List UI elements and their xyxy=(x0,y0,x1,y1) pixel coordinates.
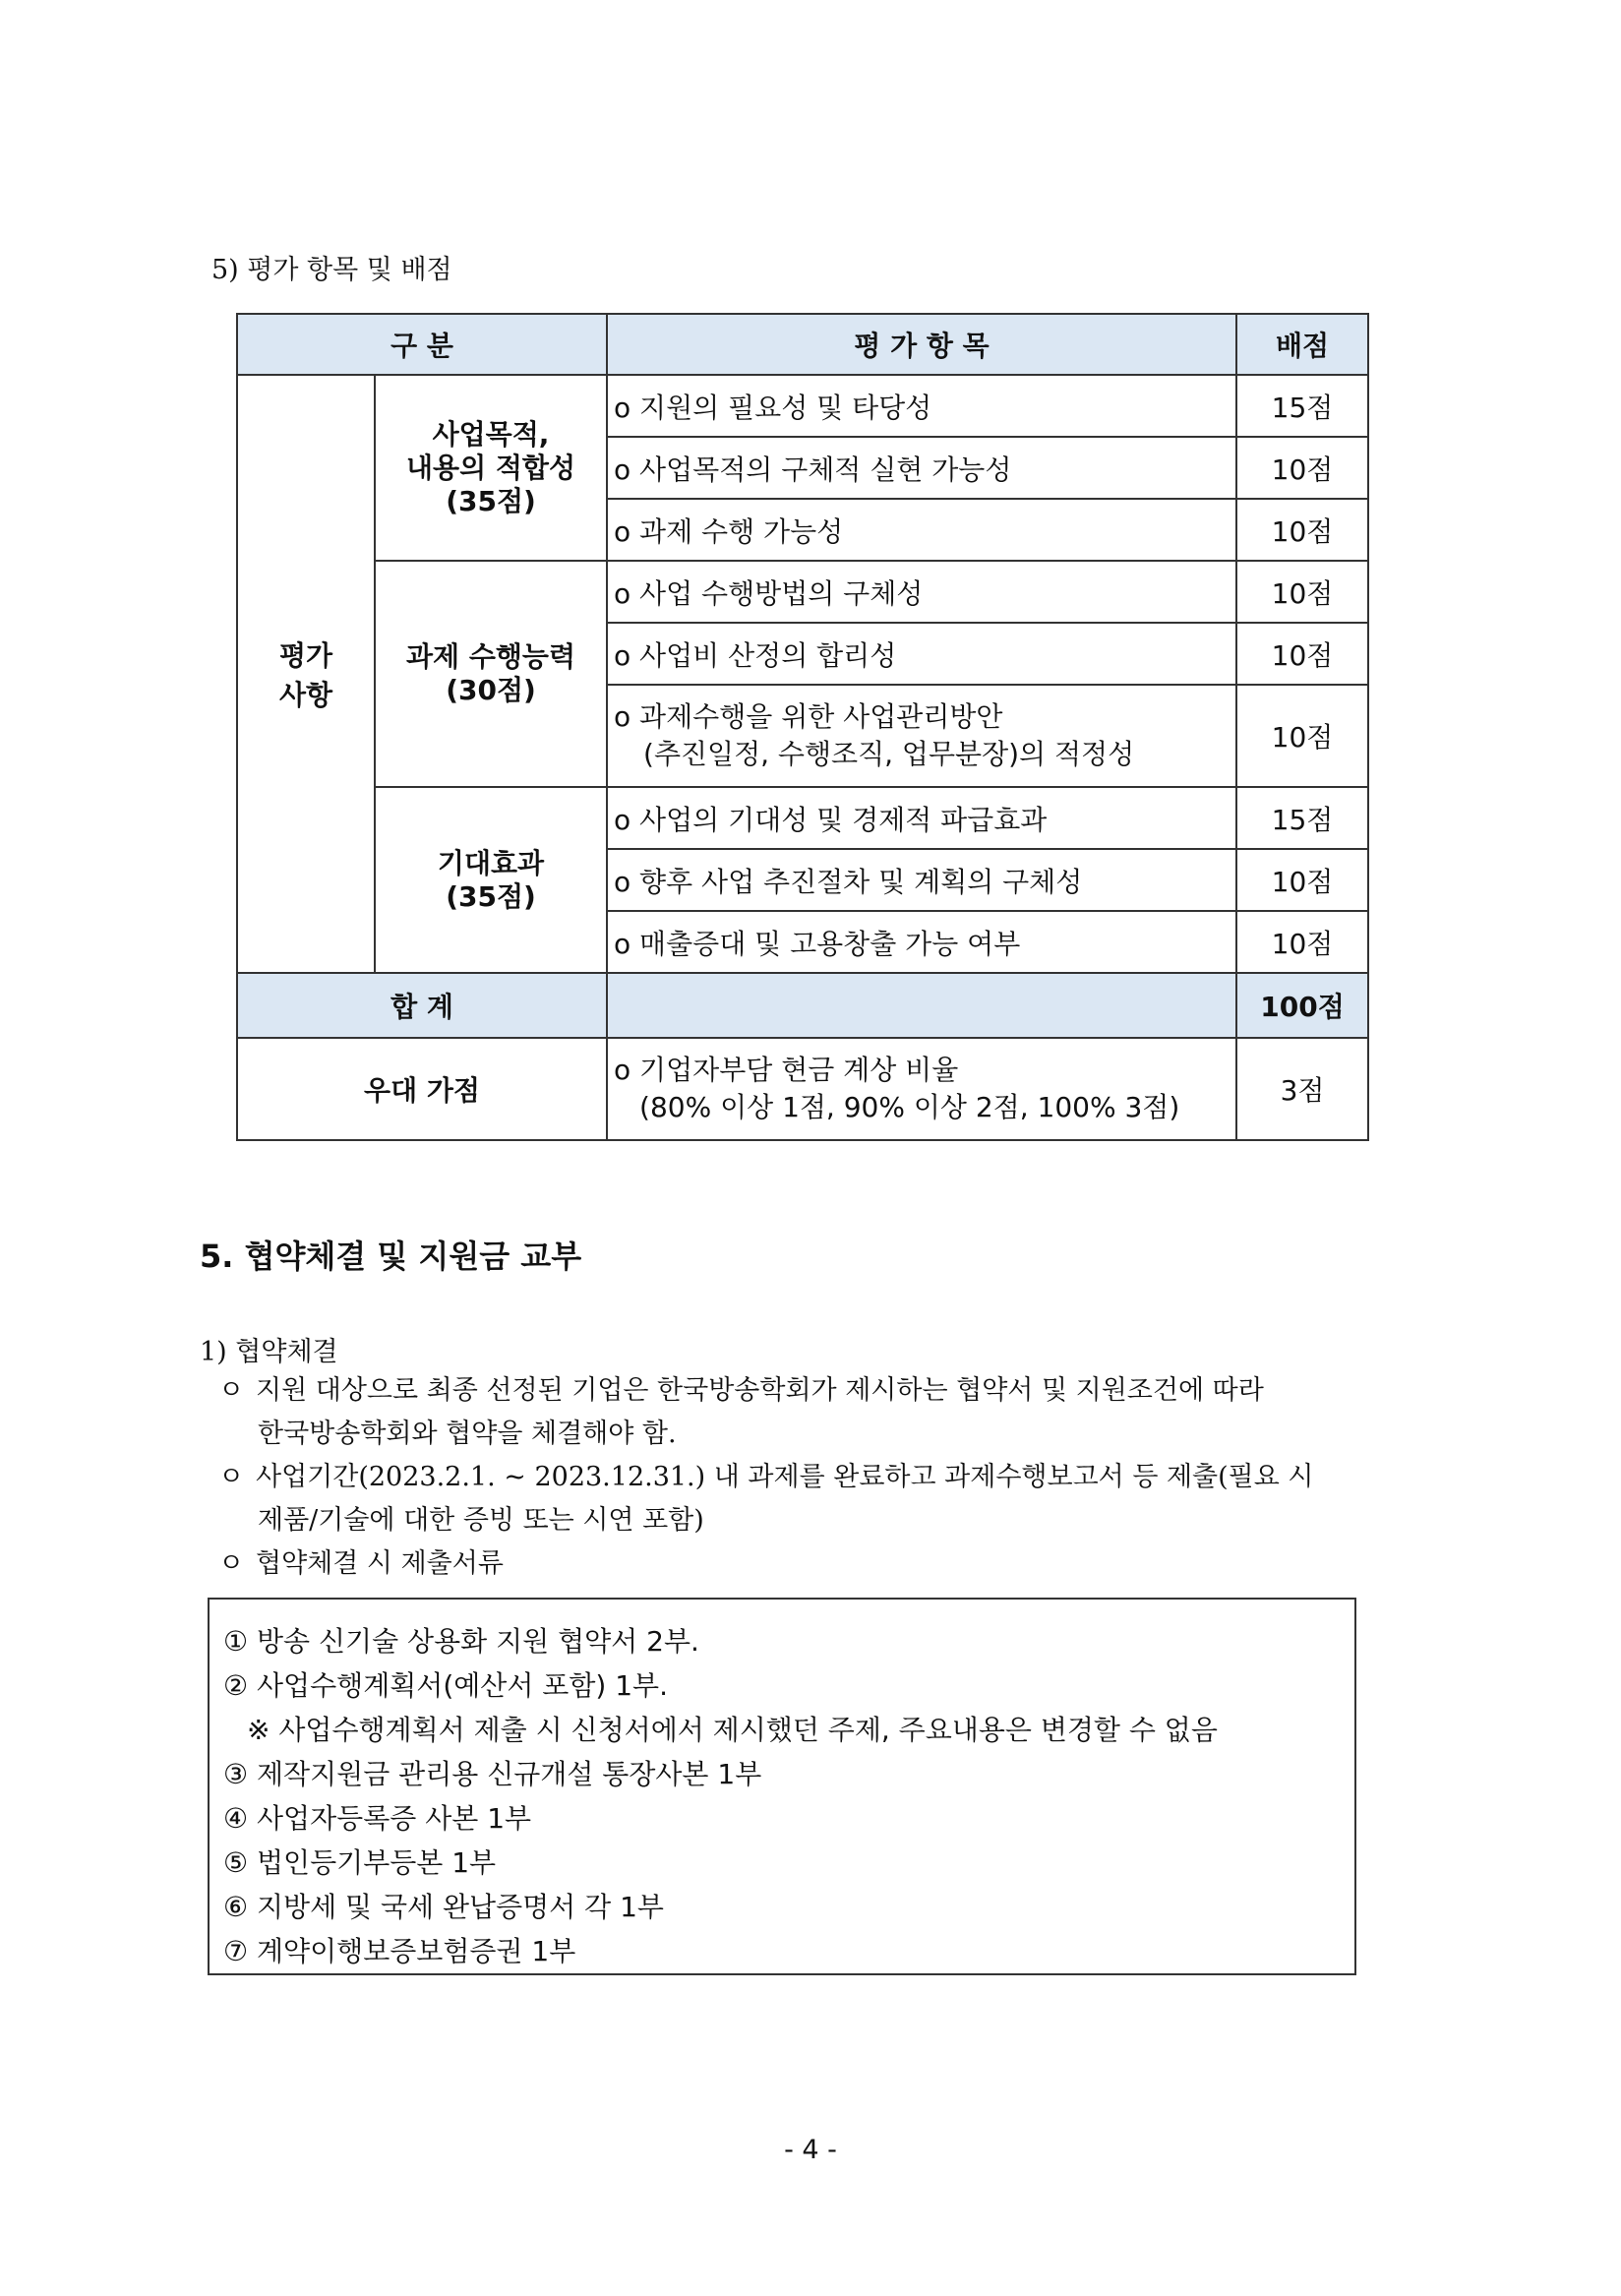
subsection-title: 5) 평가 항목 및 배점 xyxy=(211,255,452,285)
document-item: ③ 제작지원금 관리용 신규개설 통장사본 1부 xyxy=(223,1758,762,1790)
eval-item xyxy=(607,685,1236,787)
document-item: ⑤ 법인등기부등본 1부 xyxy=(223,1846,497,1879)
section-heading: 5. 협약체결 및 지원금 교부 xyxy=(200,1238,582,1275)
bonus-item xyxy=(607,1038,1236,1140)
subgroup-label: 과제 수행능력 (30점) xyxy=(375,561,607,787)
table-header-row xyxy=(237,314,1368,375)
eval-score: 10점 xyxy=(1236,561,1368,623)
document-note: ※ 사업수행계획서 제출 시 신청서에서 제시했던 주제, 주요내용은 변경할 수 없음 xyxy=(247,1714,1218,1746)
eval-score: 15점 xyxy=(1236,375,1368,437)
bonus-score: 3점 xyxy=(1236,1038,1368,1140)
subgroup-label: 사업목적, 내용의 적합성 (35점) xyxy=(375,375,607,561)
eval-item: o 사업 수행방법의 구체성 xyxy=(607,561,1236,623)
total-score: 100점 xyxy=(1236,973,1368,1038)
eval-score: 10점 xyxy=(1236,437,1368,499)
subgroup-label: 기대효과 (35점) xyxy=(375,787,607,973)
document-item: ② 사업수행계획서(예산서 포함) 1부. xyxy=(223,1669,668,1702)
eval-item: o 향후 사업 추진절차 및 계획의 구체성 xyxy=(607,849,1236,911)
page-number: - 4 - xyxy=(784,2135,837,2165)
header-item: 평 가 항 목 xyxy=(607,314,1236,375)
eval-score: 15점 xyxy=(1236,787,1368,849)
bonus-row xyxy=(237,1038,1368,1140)
subsection-heading: 1) 협약체결 xyxy=(200,1337,338,1367)
eval-score: 10점 xyxy=(1236,685,1368,787)
evaluation-table xyxy=(236,313,1369,1141)
bonus-label: 우대 가점 xyxy=(237,1038,607,1140)
eval-item: o 사업비 산정의 합리성 xyxy=(607,623,1236,685)
total-label: 합 계 xyxy=(237,973,607,1038)
eval-item: o 사업의 기대성 및 경제적 파급효과 xyxy=(607,787,1236,849)
table-row xyxy=(237,561,1368,623)
header-category: 구 분 xyxy=(237,314,607,375)
eval-item: o 매출증대 및 고용창출 가능 여부 xyxy=(607,911,1236,973)
bullet: ㅇ xyxy=(218,1375,245,1406)
bullet: ㅇ xyxy=(218,1462,245,1492)
eval-item-line1: o 과제수행을 위한 사업관리방안 xyxy=(614,700,1003,733)
document-item: ④ 사업자등록증 사본 1부 xyxy=(223,1802,532,1835)
eval-score: 10점 xyxy=(1236,849,1368,911)
paragraph xyxy=(218,1456,1369,1542)
eval-item-line2: (추진일정, 수행조직, 업무분장)의 적정성 xyxy=(643,738,1135,770)
paragraph-line: 지원 대상으로 최종 선정된 기업은 한국방송학회가 제시하는 협약서 및 지원조건에 따라 xyxy=(256,1375,1264,1406)
paragraph-line: 제품/기술에 대한 증빙 또는 시연 포함) xyxy=(258,1505,704,1536)
header-score: 배점 xyxy=(1236,314,1368,375)
document-item: ① 방송 신기술 상용화 지원 협약서 2부. xyxy=(223,1625,699,1658)
bullet: ㅇ xyxy=(218,1548,245,1579)
total-empty xyxy=(607,973,1236,1038)
eval-item: o 과제 수행 가능성 xyxy=(607,499,1236,561)
eval-item: o 사업목적의 구체적 실현 가능성 xyxy=(607,437,1236,499)
paragraph-line: 협약체결 시 제출서류 xyxy=(256,1548,504,1579)
table-row xyxy=(237,787,1368,849)
total-row xyxy=(237,973,1368,1038)
eval-score: 10점 xyxy=(1236,911,1368,973)
document-item: ⑦ 계약이행보증보험증권 1부 xyxy=(223,1935,576,1967)
required-documents-box xyxy=(208,1598,1356,1975)
eval-item: o 지원의 필요성 및 타당성 xyxy=(607,375,1236,437)
table-row xyxy=(237,375,1368,437)
eval-score: 10점 xyxy=(1236,499,1368,561)
paragraph-line: 한국방송학회와 협약을 체결해야 함. xyxy=(258,1419,677,1449)
paragraph xyxy=(218,1369,1369,1456)
document-item: ⑥ 지방세 및 국세 완납증명서 각 1부 xyxy=(223,1891,664,1923)
bonus-item-line1: o 기업자부담 현금 계상 비율 xyxy=(614,1054,959,1086)
bonus-item-line2: (80% 이상 1점, 90% 이상 2점, 100% 3점) xyxy=(639,1091,1180,1123)
eval-score: 10점 xyxy=(1236,623,1368,685)
paragraph xyxy=(218,1542,1369,1586)
group-label: 평가 사항 xyxy=(237,375,375,973)
paragraph-line: 사업기간(2023.2.1. ~ 2023.12.31.) 내 과제를 완료하고 과제수행보고서 등 제출(필요 시 xyxy=(256,1462,1314,1492)
